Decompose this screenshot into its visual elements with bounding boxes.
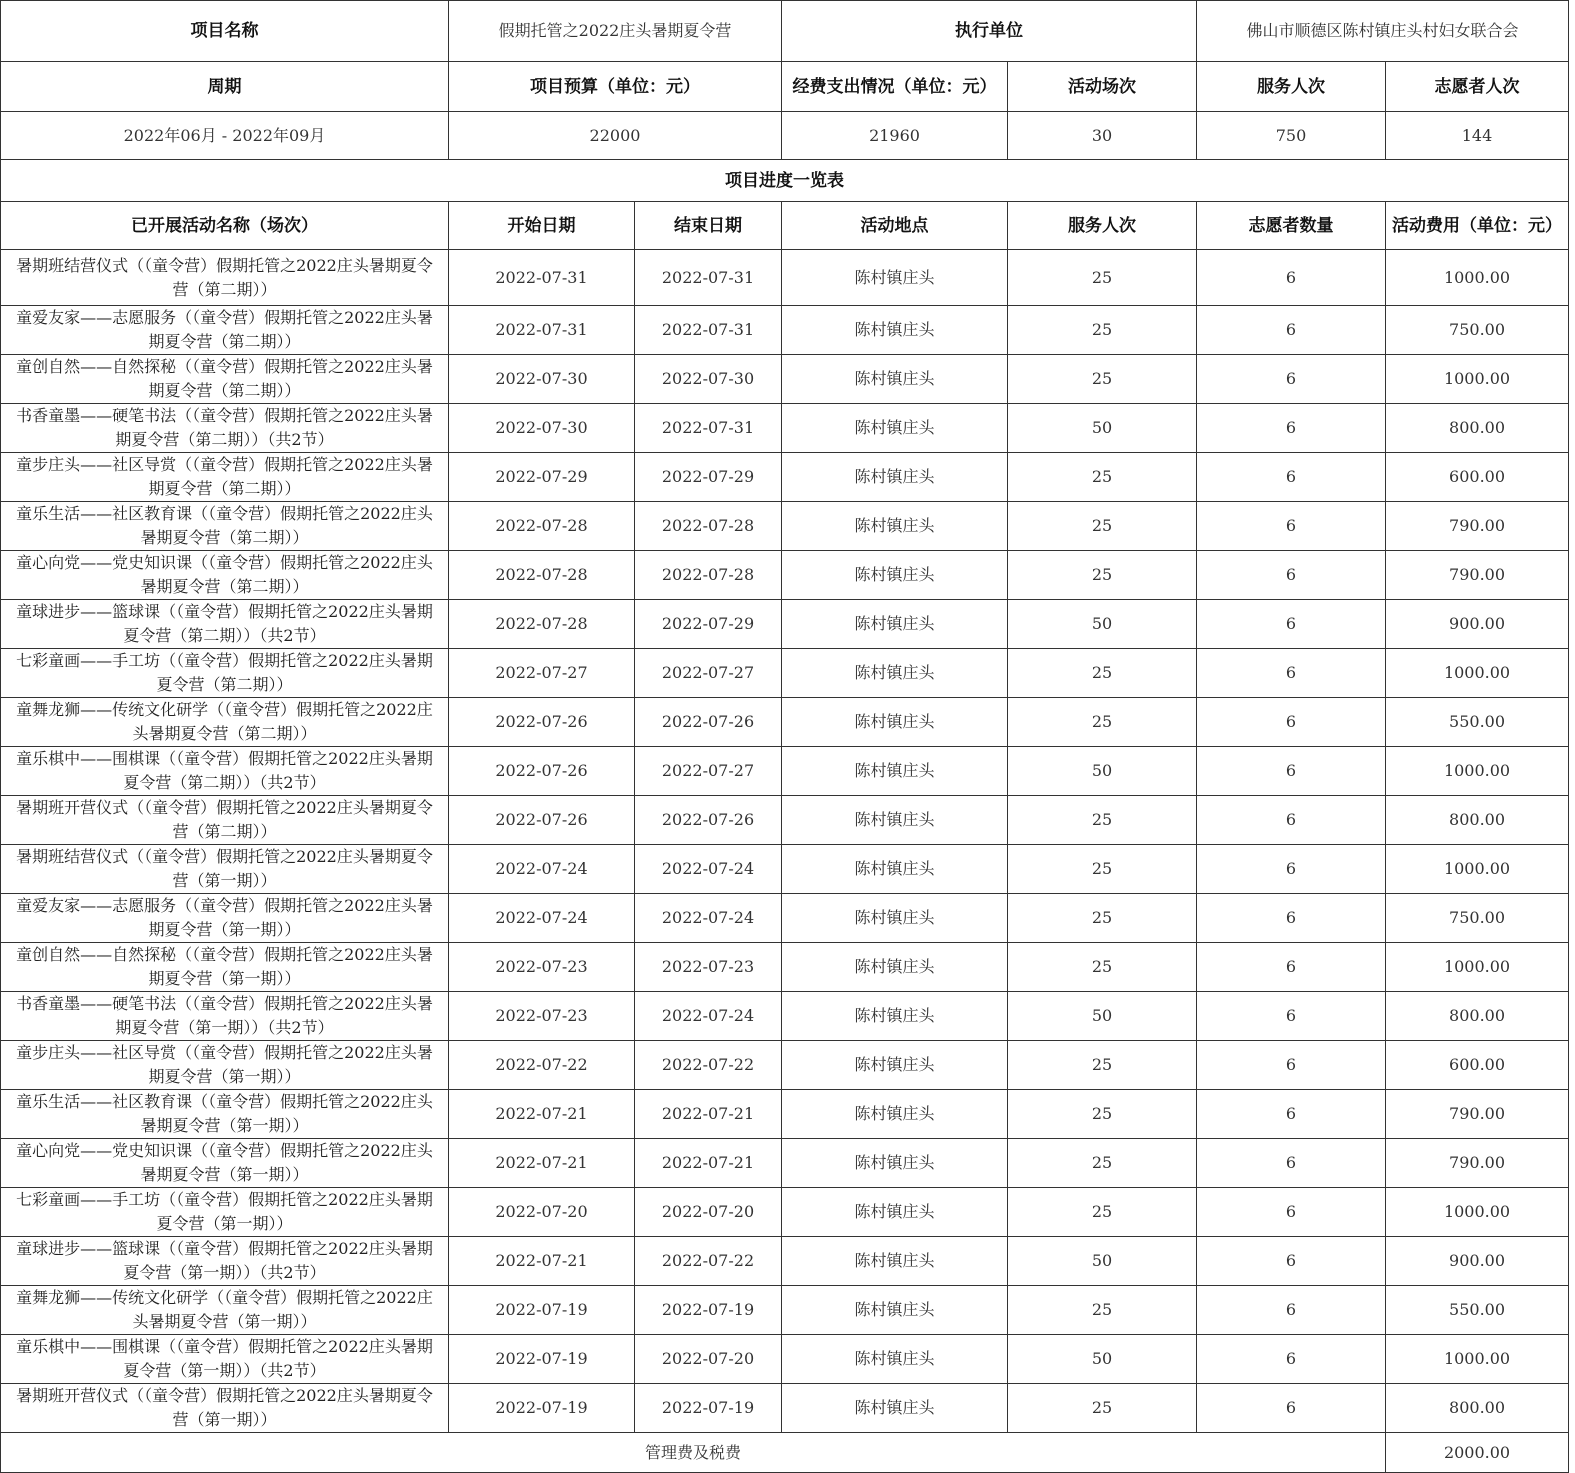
service-count: 25 xyxy=(1008,355,1197,404)
service-count: 25 xyxy=(1008,1139,1197,1188)
activity-name: 暑期班开营仪式（（童令营）假期托管之2022庄头暑期夏令营（第二期）） xyxy=(1,796,449,845)
volunteer-count: 6 xyxy=(1197,943,1386,992)
summary-header-row xyxy=(1,62,1569,112)
activity-cost: 600.00 xyxy=(1386,1041,1569,1090)
col-header-start: 开始日期 xyxy=(449,202,635,250)
col-header-activity: 已开展活动名称（场次） xyxy=(1,202,449,250)
table-row xyxy=(1,453,1569,502)
end-date: 2022-07-31 xyxy=(635,306,782,355)
activity-name: 童乐棋中——围棋课（（童令营）假期托管之2022庄头暑期夏令营（第一期））（共2节） xyxy=(1,1335,449,1384)
volunteer-count: 6 xyxy=(1197,551,1386,600)
budget-value: 22000 xyxy=(449,112,782,160)
service-count: 50 xyxy=(1008,404,1197,453)
activity-cost: 800.00 xyxy=(1386,992,1569,1041)
volunteer-count: 6 xyxy=(1197,355,1386,404)
service-count: 25 xyxy=(1008,551,1197,600)
col-header-cost: 活动费用（单位：元） xyxy=(1386,202,1569,250)
activity-cost: 790.00 xyxy=(1386,502,1569,551)
end-date: 2022-07-31 xyxy=(635,404,782,453)
service-count: 25 xyxy=(1008,894,1197,943)
activity-name: 七彩童画——手工坊（（童令营）假期托管之2022庄头暑期夏令营（第二期）） xyxy=(1,649,449,698)
start-date: 2022-07-28 xyxy=(449,502,635,551)
col-header-volunteers: 志愿者数量 xyxy=(1197,202,1386,250)
activity-place: 陈村镇庄头 xyxy=(782,845,1008,894)
service-count: 25 xyxy=(1008,1090,1197,1139)
activity-name: 童创自然——自然探秘（（童令营）假期托管之2022庄头暑期夏令营（第一期）） xyxy=(1,943,449,992)
start-date: 2022-07-19 xyxy=(449,1384,635,1433)
service-count: 50 xyxy=(1008,992,1197,1041)
service-count: 25 xyxy=(1008,1041,1197,1090)
table-row xyxy=(1,698,1569,747)
volunteer-count: 6 xyxy=(1197,1139,1386,1188)
table-row xyxy=(1,796,1569,845)
spend-value: 21960 xyxy=(782,112,1008,160)
activity-cost: 1000.00 xyxy=(1386,250,1569,306)
project-name-row xyxy=(1,1,1569,62)
activity-name: 童舞龙狮——传统文化研学（（童令营）假期托管之2022庄头暑期夏令营（第二期）） xyxy=(1,698,449,747)
spend-label: 经费支出情况（单位：元） xyxy=(782,62,1008,112)
activity-cost: 1000.00 xyxy=(1386,1188,1569,1237)
activity-name: 暑期班结营仪式（（童令营）假期托管之2022庄头暑期夏令营（第二期）） xyxy=(1,250,449,306)
table-row xyxy=(1,649,1569,698)
activity-name: 暑期班开营仪式（（童令营）假期托管之2022庄头暑期夏令营（第一期）） xyxy=(1,1384,449,1433)
table-row xyxy=(1,1041,1569,1090)
start-date: 2022-07-22 xyxy=(449,1041,635,1090)
activity-cost: 900.00 xyxy=(1386,600,1569,649)
table-row xyxy=(1,502,1569,551)
activity-place: 陈村镇庄头 xyxy=(782,1384,1008,1433)
activity-place: 陈村镇庄头 xyxy=(782,1090,1008,1139)
activity-place: 陈村镇庄头 xyxy=(782,747,1008,796)
volunteer-count: 6 xyxy=(1197,453,1386,502)
end-date: 2022-07-20 xyxy=(635,1335,782,1384)
end-date: 2022-07-24 xyxy=(635,992,782,1041)
start-date: 2022-07-21 xyxy=(449,1139,635,1188)
table-row xyxy=(1,1286,1569,1335)
progress-header-row xyxy=(1,202,1569,250)
col-header-service: 服务人次 xyxy=(1008,202,1197,250)
activity-name: 书香童墨——硬笔书法（（童令营）假期托管之2022庄头暑期夏令营（第一期））（共2节） xyxy=(1,992,449,1041)
activity-cost: 790.00 xyxy=(1386,551,1569,600)
end-date: 2022-07-31 xyxy=(635,250,782,306)
volunteer-count: 6 xyxy=(1197,845,1386,894)
activity-cost: 800.00 xyxy=(1386,404,1569,453)
volunteer-count: 6 xyxy=(1197,992,1386,1041)
service-count: 25 xyxy=(1008,453,1197,502)
start-date: 2022-07-26 xyxy=(449,747,635,796)
end-date: 2022-07-29 xyxy=(635,600,782,649)
end-date: 2022-07-22 xyxy=(635,1041,782,1090)
activity-place: 陈村镇庄头 xyxy=(782,306,1008,355)
service-count: 25 xyxy=(1008,1188,1197,1237)
end-date: 2022-07-28 xyxy=(635,551,782,600)
service-count: 25 xyxy=(1008,250,1197,306)
activity-place: 陈村镇庄头 xyxy=(782,1188,1008,1237)
activity-place: 陈村镇庄头 xyxy=(782,1335,1008,1384)
activity-cost: 790.00 xyxy=(1386,1090,1569,1139)
activity-cost: 1000.00 xyxy=(1386,943,1569,992)
activity-place: 陈村镇庄头 xyxy=(782,943,1008,992)
activity-place: 陈村镇庄头 xyxy=(782,502,1008,551)
end-date: 2022-07-23 xyxy=(635,943,782,992)
activity-cost: 800.00 xyxy=(1386,796,1569,845)
table-row xyxy=(1,1384,1569,1433)
volunteer-count: 6 xyxy=(1197,502,1386,551)
start-date: 2022-07-28 xyxy=(449,551,635,600)
activity-place: 陈村镇庄头 xyxy=(782,1286,1008,1335)
service-count: 25 xyxy=(1008,1286,1197,1335)
activity-name: 童心向党——党史知识课（（童令营）假期托管之2022庄头暑期夏令营（第二期）） xyxy=(1,551,449,600)
volunteer-label: 志愿者人次 xyxy=(1386,62,1569,112)
end-date: 2022-07-26 xyxy=(635,698,782,747)
service-count: 50 xyxy=(1008,1335,1197,1384)
activity-place: 陈村镇庄头 xyxy=(782,453,1008,502)
activity-name: 童乐生活——社区教育课（（童令营）假期托管之2022庄头暑期夏令营（第一期）） xyxy=(1,1090,449,1139)
service-count: 25 xyxy=(1008,649,1197,698)
activity-place: 陈村镇庄头 xyxy=(782,1237,1008,1286)
table-row xyxy=(1,1090,1569,1139)
table-row xyxy=(1,1188,1569,1237)
table-row xyxy=(1,992,1569,1041)
fee-value: 2000.00 xyxy=(1386,1433,1569,1473)
end-date: 2022-07-20 xyxy=(635,1188,782,1237)
activity-cost: 1000.00 xyxy=(1386,845,1569,894)
service-count: 25 xyxy=(1008,306,1197,355)
activity-cost: 750.00 xyxy=(1386,894,1569,943)
start-date: 2022-07-30 xyxy=(449,404,635,453)
activity-cost: 600.00 xyxy=(1386,453,1569,502)
start-date: 2022-07-21 xyxy=(449,1090,635,1139)
activity-place: 陈村镇庄头 xyxy=(782,1139,1008,1188)
start-date: 2022-07-21 xyxy=(449,1237,635,1286)
end-date: 2022-07-21 xyxy=(635,1139,782,1188)
start-date: 2022-07-31 xyxy=(449,306,635,355)
org-label: 执行单位 xyxy=(782,1,1197,62)
volunteer-count: 6 xyxy=(1197,1335,1386,1384)
end-date: 2022-07-24 xyxy=(635,845,782,894)
service-count: 25 xyxy=(1008,943,1197,992)
end-date: 2022-07-19 xyxy=(635,1384,782,1433)
activity-name: 童乐生活——社区教育课（（童令营）假期托管之2022庄头暑期夏令营（第二期）） xyxy=(1,502,449,551)
activity-name: 暑期班结营仪式（（童令营）假期托管之2022庄头暑期夏令营（第一期）） xyxy=(1,845,449,894)
progress-title: 项目进度一览表 xyxy=(1,160,1569,202)
activity-cost: 1000.00 xyxy=(1386,747,1569,796)
service-count: 25 xyxy=(1008,845,1197,894)
service-count: 50 xyxy=(1008,600,1197,649)
activity-place: 陈村镇庄头 xyxy=(782,551,1008,600)
activity-cost: 900.00 xyxy=(1386,1237,1569,1286)
volunteer-count: 6 xyxy=(1197,796,1386,845)
table-row xyxy=(1,943,1569,992)
activity-place: 陈村镇庄头 xyxy=(782,649,1008,698)
volunteer-count: 6 xyxy=(1197,747,1386,796)
table-row xyxy=(1,551,1569,600)
end-date: 2022-07-30 xyxy=(635,355,782,404)
volunteer-count: 6 xyxy=(1197,1286,1386,1335)
sessions-label: 活动场次 xyxy=(1008,62,1197,112)
start-date: 2022-07-28 xyxy=(449,600,635,649)
activity-name: 童乐棋中——围棋课（（童令营）假期托管之2022庄头暑期夏令营（第二期））（共2节） xyxy=(1,747,449,796)
service-count: 25 xyxy=(1008,1384,1197,1433)
table-row xyxy=(1,355,1569,404)
volunteer-count: 6 xyxy=(1197,698,1386,747)
table-row xyxy=(1,1237,1569,1286)
summary-value-row xyxy=(1,112,1569,160)
activity-place: 陈村镇庄头 xyxy=(782,894,1008,943)
activity-place: 陈村镇庄头 xyxy=(782,992,1008,1041)
volunteer-count: 6 xyxy=(1197,1041,1386,1090)
activity-cost: 1000.00 xyxy=(1386,355,1569,404)
volunteer-count: 6 xyxy=(1197,600,1386,649)
activity-name: 七彩童画——手工坊（（童令营）假期托管之2022庄头暑期夏令营（第一期）） xyxy=(1,1188,449,1237)
activity-name: 童爱友家——志愿服务（（童令营）假期托管之2022庄头暑期夏令营（第一期）） xyxy=(1,894,449,943)
volunteer-count: 6 xyxy=(1197,1384,1386,1433)
activity-place: 陈村镇庄头 xyxy=(782,600,1008,649)
end-date: 2022-07-27 xyxy=(635,747,782,796)
volunteer-value: 144 xyxy=(1386,112,1569,160)
activity-cost: 800.00 xyxy=(1386,1384,1569,1433)
activity-name: 童心向党——党史知识课（（童令营）假期托管之2022庄头暑期夏令营（第一期）） xyxy=(1,1139,449,1188)
fee-label: 管理费及税费 xyxy=(1,1433,1386,1473)
volunteer-count: 6 xyxy=(1197,404,1386,453)
table-row xyxy=(1,894,1569,943)
table-row xyxy=(1,250,1569,306)
table-row xyxy=(1,845,1569,894)
table-row xyxy=(1,306,1569,355)
activity-name: 童爱友家——志愿服务（（童令营）假期托管之2022庄头暑期夏令营（第二期）） xyxy=(1,306,449,355)
start-date: 2022-07-24 xyxy=(449,845,635,894)
activity-cost: 750.00 xyxy=(1386,306,1569,355)
table-row xyxy=(1,1335,1569,1384)
sessions-value: 30 xyxy=(1008,112,1197,160)
activity-cost: 1000.00 xyxy=(1386,1335,1569,1384)
period-value: 2022年06月 - 2022年09月 xyxy=(1,112,449,160)
col-header-end: 结束日期 xyxy=(635,202,782,250)
table-row xyxy=(1,1139,1569,1188)
activity-cost: 550.00 xyxy=(1386,698,1569,747)
activity-place: 陈村镇庄头 xyxy=(782,698,1008,747)
activity-place: 陈村镇庄头 xyxy=(782,796,1008,845)
activity-place: 陈村镇庄头 xyxy=(782,404,1008,453)
service-count: 50 xyxy=(1008,747,1197,796)
volunteer-count: 6 xyxy=(1197,1188,1386,1237)
volunteer-count: 6 xyxy=(1197,306,1386,355)
activity-place: 陈村镇庄头 xyxy=(782,250,1008,306)
activity-name: 童球进步——篮球课（（童令营）假期托管之2022庄头暑期夏令营（第一期））（共2节） xyxy=(1,1237,449,1286)
end-date: 2022-07-19 xyxy=(635,1286,782,1335)
volunteer-count: 6 xyxy=(1197,1237,1386,1286)
activity-place: 陈村镇庄头 xyxy=(782,355,1008,404)
fee-row xyxy=(1,1433,1569,1473)
end-date: 2022-07-24 xyxy=(635,894,782,943)
start-date: 2022-07-23 xyxy=(449,992,635,1041)
col-header-place: 活动地点 xyxy=(782,202,1008,250)
table-row xyxy=(1,600,1569,649)
project-name-value: 假期托管之2022庄头暑期夏令营 xyxy=(449,1,782,62)
activity-name: 童步庄头——社区导赏（（童令营）假期托管之2022庄头暑期夏令营（第二期）） xyxy=(1,453,449,502)
start-date: 2022-07-26 xyxy=(449,698,635,747)
activity-cost: 790.00 xyxy=(1386,1139,1569,1188)
service-count: 25 xyxy=(1008,502,1197,551)
progress-title-row xyxy=(1,160,1569,202)
start-date: 2022-07-23 xyxy=(449,943,635,992)
activity-name: 童创自然——自然探秘（（童令营）假期托管之2022庄头暑期夏令营（第二期）） xyxy=(1,355,449,404)
project-name-label: 项目名称 xyxy=(1,1,449,62)
service-value: 750 xyxy=(1197,112,1386,160)
volunteer-count: 6 xyxy=(1197,894,1386,943)
activity-name: 童步庄头——社区导赏（（童令营）假期托管之2022庄头暑期夏令营（第一期）） xyxy=(1,1041,449,1090)
period-label: 周期 xyxy=(1,62,449,112)
start-date: 2022-07-26 xyxy=(449,796,635,845)
volunteer-count: 6 xyxy=(1197,1090,1386,1139)
table-row xyxy=(1,747,1569,796)
start-date: 2022-07-24 xyxy=(449,894,635,943)
start-date: 2022-07-27 xyxy=(449,649,635,698)
org-value: 佛山市顺德区陈村镇庄头村妇女联合会 xyxy=(1197,1,1569,62)
end-date: 2022-07-28 xyxy=(635,502,782,551)
start-date: 2022-07-19 xyxy=(449,1335,635,1384)
activity-name: 书香童墨——硬笔书法（（童令营）假期托管之2022庄头暑期夏令营（第二期））（共2节） xyxy=(1,404,449,453)
end-date: 2022-07-21 xyxy=(635,1090,782,1139)
service-count: 50 xyxy=(1008,1237,1197,1286)
end-date: 2022-07-26 xyxy=(635,796,782,845)
volunteer-count: 6 xyxy=(1197,250,1386,306)
end-date: 2022-07-22 xyxy=(635,1237,782,1286)
service-count: 25 xyxy=(1008,698,1197,747)
start-date: 2022-07-30 xyxy=(449,355,635,404)
activity-name: 童球进步——篮球课（（童令营）假期托管之2022庄头暑期夏令营（第二期））（共2节） xyxy=(1,600,449,649)
activity-cost: 550.00 xyxy=(1386,1286,1569,1335)
budget-label: 项目预算（单位：元） xyxy=(449,62,782,112)
start-date: 2022-07-20 xyxy=(449,1188,635,1237)
service-label: 服务人次 xyxy=(1197,62,1386,112)
table-row xyxy=(1,404,1569,453)
start-date: 2022-07-19 xyxy=(449,1286,635,1335)
start-date: 2022-07-31 xyxy=(449,250,635,306)
activity-place: 陈村镇庄头 xyxy=(782,1041,1008,1090)
start-date: 2022-07-29 xyxy=(449,453,635,502)
volunteer-count: 6 xyxy=(1197,649,1386,698)
end-date: 2022-07-29 xyxy=(635,453,782,502)
service-count: 25 xyxy=(1008,796,1197,845)
activity-name: 童舞龙狮——传统文化研学（（童令营）假期托管之2022庄头暑期夏令营（第一期）） xyxy=(1,1286,449,1335)
activity-cost: 1000.00 xyxy=(1386,649,1569,698)
end-date: 2022-07-27 xyxy=(635,649,782,698)
